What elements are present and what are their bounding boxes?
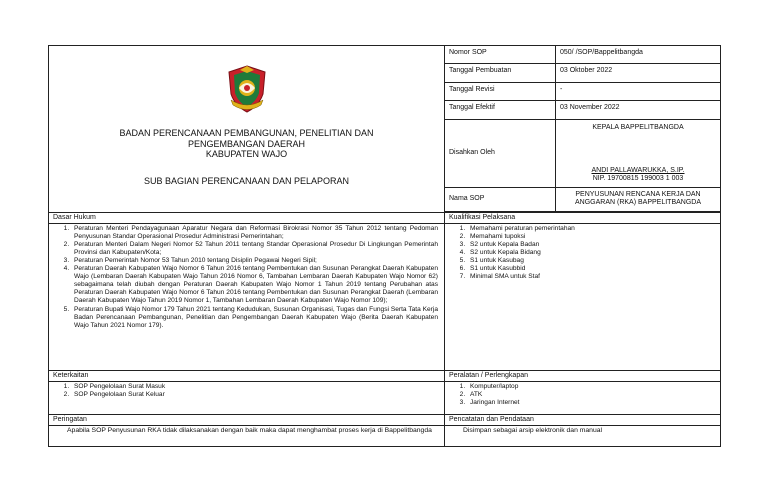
list-item: 1. Peraturan Menteri Pendayagunaan Aparatur Negara dan Reformasi Birokrasi Nomor 35 Tahun 2012 tentang Pedoman Penyusunan Standar Operasional Prosedur Administrasi Pemerintahan; xyxy=(71,225,438,241)
tanggal-efektif-value: 03 November 2022 xyxy=(556,101,721,120)
sop-document xyxy=(48,45,720,457)
keterkaitan-cell xyxy=(49,370,445,414)
list-item: 2. SOP Pengelolaan Surat Keluar xyxy=(71,391,438,399)
disahkan-name: ANDI PALLAWARUKKA, S.IP. xyxy=(591,166,685,174)
peralatan-list xyxy=(445,382,720,409)
list-item: 1. Memahami peraturan pemerintahan xyxy=(467,225,714,233)
sub-unit-name: SUB BAGIAN PERENCANAAN DAN PELAPORAN xyxy=(143,175,350,186)
peralatan-cell xyxy=(445,370,721,414)
list-item: 3. S2 untuk Kepala Badan xyxy=(467,241,714,249)
dasar-hukum-list xyxy=(49,224,444,332)
sop-table xyxy=(48,45,721,447)
pencatatan-text: Disimpan sebagai arsip elektronik dan manual xyxy=(463,426,603,434)
disahkan-title: KEPALA BAPPELITBANGDA xyxy=(592,124,684,131)
list-item: 1. Komputer/laptop xyxy=(467,383,714,391)
keterkaitan-list xyxy=(49,382,444,401)
list-item: 5. Peraturan Bupati Wajo Nomor 179 Tahun 2021 tentang Kedudukan, Susunan Organisasi, Tugas dan Fungsi Serta Tata Kerja Badan Perencanaan Pembangunan, Penelitian dan Pengembangan Daerah Kabupaten Wajo (Berita Daerah Kabupaten Wajo Tahun 2021 Nomor 179). xyxy=(71,306,438,330)
disahkan-block xyxy=(556,120,721,188)
nomor-sop-value: 050/ /SOP/Bappelitbangda xyxy=(556,46,721,64)
list-item: 3. Jaringan Internet xyxy=(467,399,714,407)
disahkan-nip: NIP. 19700815 199003 1 003 xyxy=(592,175,684,183)
dasar-hukum-title: Dasar Hukum xyxy=(49,213,444,224)
tanggal-revisi-label: Tanggal Revisi xyxy=(445,83,556,101)
disahkan-label: Disahkan Oleh xyxy=(445,120,556,188)
list-item: 2. Memahami tupoksi xyxy=(467,233,714,241)
list-item: 7. Minimal SMA untuk Staf xyxy=(467,273,714,281)
kualifikasi-cell xyxy=(445,212,721,370)
list-item: 6. S1 untuk Kasubbid xyxy=(467,265,714,273)
peringatan-text: Apabila SOP Penyusunan RKA tidak dilaksanakan dengan baik maka dapat menghambat proses kerja di Bappelitbangda xyxy=(67,426,432,434)
list-item: 4. S2 untuk Kepala Bidang xyxy=(467,249,714,257)
list-item: 5. S1 untuk Kasubag xyxy=(467,257,714,265)
peringatan-title: Peringatan xyxy=(49,415,444,426)
org-name-line1: BADAN PERENCANAAN PEMBANGUNAN, PENELITIAN DAN xyxy=(119,128,374,138)
kualifikasi-list xyxy=(445,224,720,284)
peringatan-cell xyxy=(49,414,445,446)
list-item: 3. Peraturan Pemerintah Nomor 53 Tahun 2010 tentang Disiplin Pegawai Negeri Sipil; xyxy=(71,257,438,265)
nama-sop-value: PENYUSUNAN RENCANA KERJA DAN ANGGARAN (RKA) BAPPELITBANGDA xyxy=(556,187,721,211)
tanggal-efektif-label: Tanggal Efektif xyxy=(445,101,556,120)
logo-icon xyxy=(225,64,269,114)
peralatan-title: Peralatan / Perlengkapan xyxy=(445,371,720,382)
pencatatan-title: Pencatatan dan Pendataan xyxy=(445,415,720,426)
list-item: 2. ATK xyxy=(467,391,714,399)
tanggal-revisi-value: - xyxy=(556,83,721,101)
nama-sop-label: Nama SOP xyxy=(445,187,556,211)
kualifikasi-title: Kualifikasi Pelaksana xyxy=(445,213,720,224)
list-item: 2. Peraturan Menteri Dalam Negeri Nomor 52 Tahun 2011 tentang Standar Operasional Prosedur Di Lingkungan Pemerintah Provinsi dan Kabupaten/Kota; xyxy=(71,241,438,257)
tanggal-pembuatan-label: Tanggal Pembuatan xyxy=(445,64,556,83)
list-item: 1. SOP Pengelolaan Surat Masuk xyxy=(71,383,438,391)
tanggal-pembuatan-value: 03 Oktober 2022 xyxy=(556,64,721,83)
header-cell xyxy=(49,46,445,213)
nomor-sop-label: Nomor SOP xyxy=(445,46,556,64)
dasar-hukum-cell xyxy=(49,212,445,370)
pencatatan-cell xyxy=(445,414,721,446)
org-name-line2: PENGEMBANGAN DAERAH xyxy=(187,138,306,149)
list-item: 4. Peraturan Daerah Kabupaten Wajo Nomor 6 Tahun 2016 tentang Pembentukan dan Susunan Perangkat Daerah Kabupaten Wajo (Lembaran Daerah Kabupaten Wajo Tahun 2016 Nomor 6, Tambahan Lembaran Daerah Kabupaten Wajo Nomor 62) sebagaimana telah diubah dengan Peraturan Daerah Kabupaten Wajo Nomor 1 Tahun 2019 tentang Perubahan atas Peraturan Daerah Kabupaten Wajo Nomor 6 Tahun 2016 tentang Pembentukan dan Susunan Perangkat Daerah (Lembaran Daerah Kabupaten Wajo Tahun 2019 Nomor 1, Tambahan Lembaran Daerah Kabupaten Wajo Nomor 109); xyxy=(71,265,438,305)
keterkaitan-title: Keterkaitan xyxy=(49,371,444,382)
org-name-line3: KABUPATEN WAJO xyxy=(205,149,288,159)
